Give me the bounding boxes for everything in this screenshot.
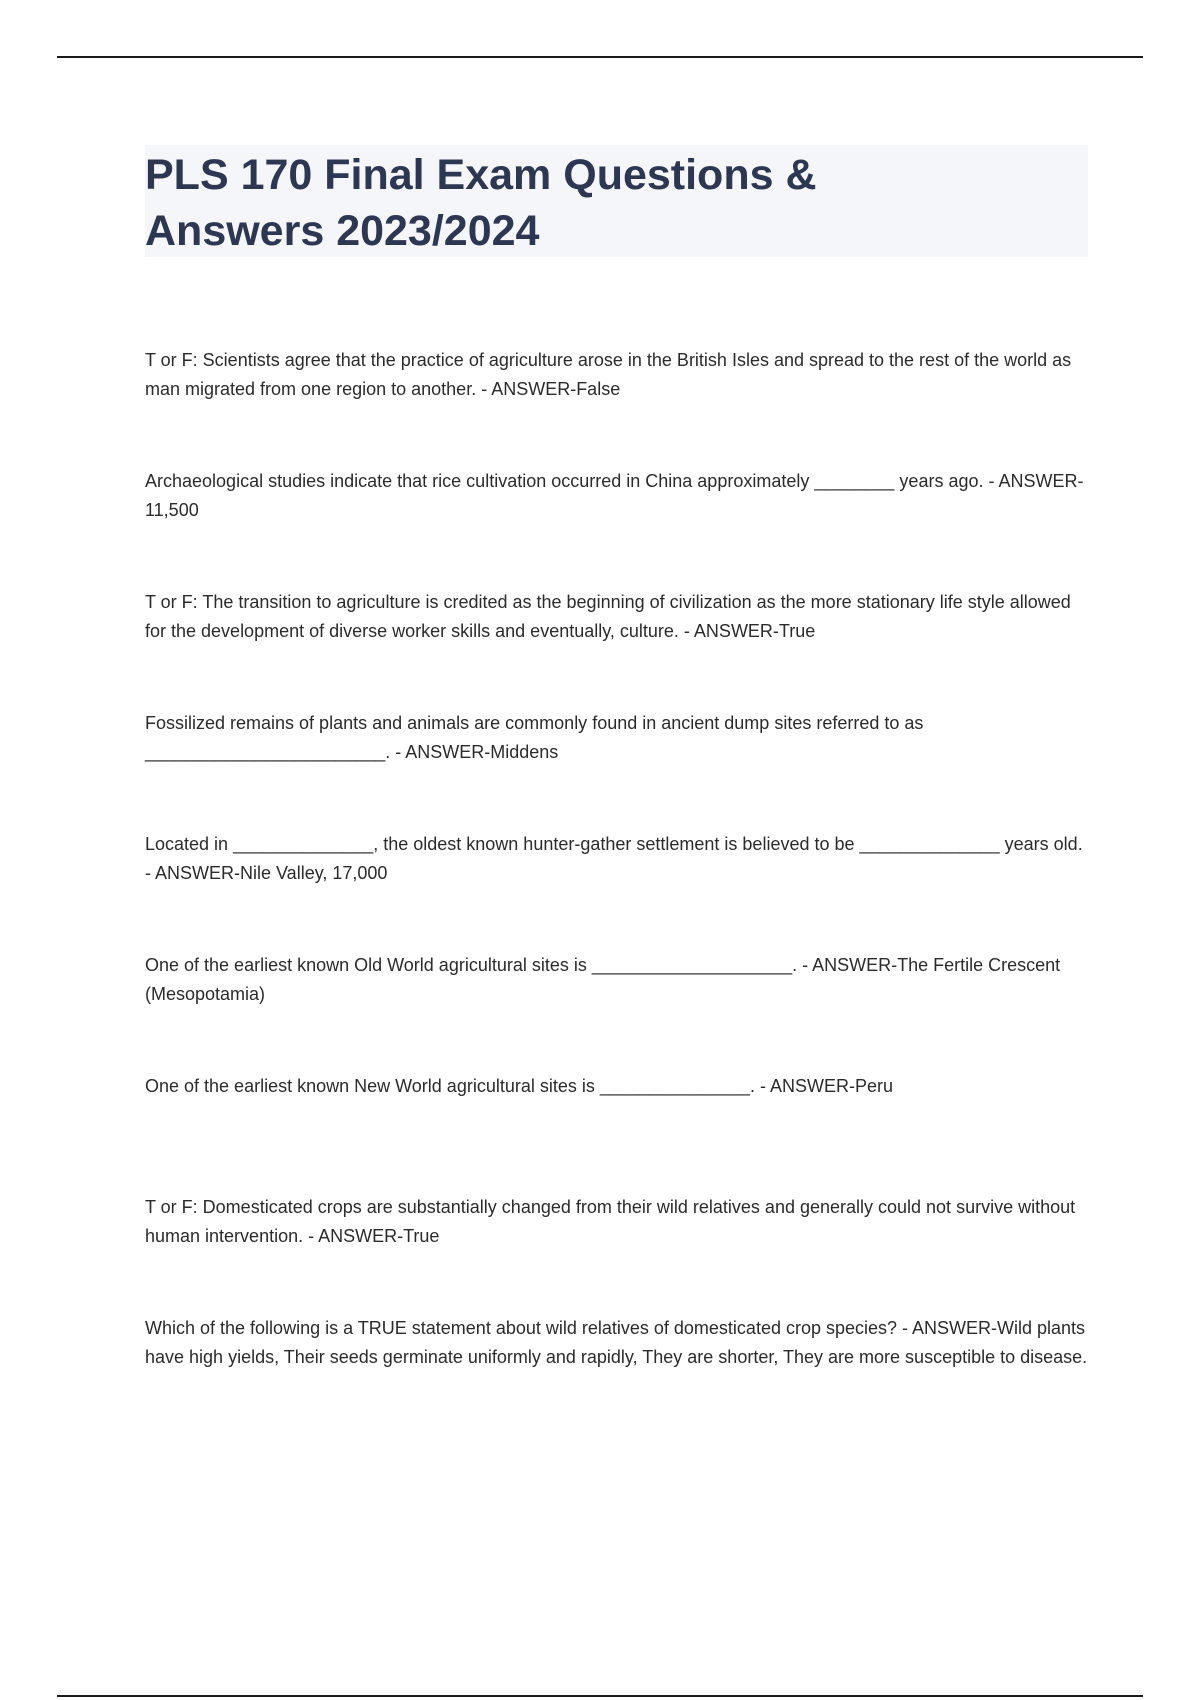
title-line-2: Answers 2023/2024 (145, 207, 540, 255)
qa-item-2: Archaeological studies indicate that rice cultivation occurred in China approximately ________ years ago. - ANSWER-11,500 (145, 471, 1084, 520)
qa-item-9: Which of the following is a TRUE statement about wild relatives of domesticated crop species? - ANSWER-Wild plants have high yields, Their seeds germinate uniformly and rapidly, They are shorter, They are more susceptible to disease. (145, 1318, 1088, 1367)
qa-item-7: One of the earliest known New World agricultural sites is _______________. - ANSWER-Peru (145, 1076, 894, 1096)
document-title (145, 147, 817, 259)
qa-item-3: T or F: The transition to agriculture is credited as the beginning of civilization as the more stationary life style allowed for the development of diverse worker skills and eventually, culture. - ANSWER-True (145, 592, 1071, 641)
qa-list (145, 346, 1090, 1372)
qa-item-4: Fossilized remains of plants and animals are commonly found in ancient dump sites referred to as ________________________. - ANSWER-Middens (145, 713, 924, 762)
qa-item-5: Located in ______________, the oldest known hunter-gather settlement is believed to be ______________ years old. - ANSWER-Nile Valley, 17,000 (145, 834, 1083, 883)
top-rule (57, 56, 1143, 58)
title-block (145, 145, 1088, 257)
qa-item-8: T or F: Domesticated crops are substantially changed from their wild relatives and generally could not survive without human intervention. - ANSWER-True (145, 1197, 1076, 1246)
title-line-1: PLS 170 Final Exam Questions & (145, 151, 817, 199)
bottom-rule (57, 1695, 1143, 1697)
qa-item-6: One of the earliest known Old World agricultural sites is ____________________. - ANSWER-The Fertile Crescent (Mesopotamia) (145, 955, 1061, 1004)
qa-item-1: T or F: Scientists agree that the practice of agriculture arose in the British Isles and spread to the rest of the world as man migrated from one region to another. - ANSWER-False (145, 350, 1072, 399)
